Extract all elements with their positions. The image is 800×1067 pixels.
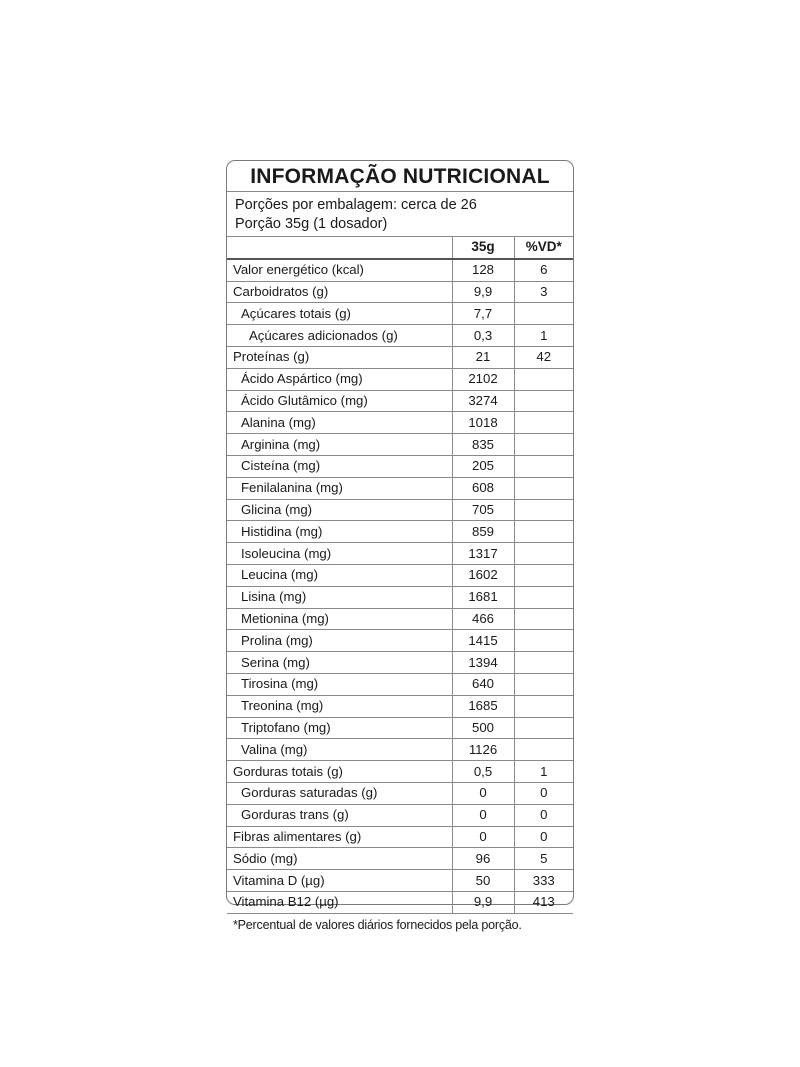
table-row xyxy=(227,434,573,456)
nutrient-name: Vitamina B12 (µg) xyxy=(233,894,339,910)
nutrient-amount: 9,9 xyxy=(452,281,514,303)
nutrient-daily-value xyxy=(514,673,573,695)
nutrient-amount: 0 xyxy=(452,804,514,826)
nutrient-daily-value: 0 xyxy=(514,804,573,826)
table-row xyxy=(227,499,573,521)
table-row xyxy=(227,281,573,303)
footnote: *Percentual de valores diários fornecidos pela porção. xyxy=(227,913,573,933)
nutrient-daily-value xyxy=(514,695,573,717)
nutrient-amount: 2102 xyxy=(452,368,514,390)
nutrient-amount: 0,5 xyxy=(452,761,514,783)
nutrient-name: Ácido Aspártico (mg) xyxy=(227,368,452,390)
nutrient-amount: 1685 xyxy=(452,695,514,717)
table-body xyxy=(227,259,573,913)
nutrient-amount: 7,7 xyxy=(452,303,514,325)
nutrient-amount: 500 xyxy=(452,717,514,739)
nutrient-name: Carboidratos (g) xyxy=(227,281,452,303)
nutrient-name: Leucina (mg) xyxy=(227,564,452,586)
nutrient-name: Valor energético (kcal) xyxy=(227,259,452,281)
serving-size: Porção 35g (1 dosador) xyxy=(235,216,388,232)
nutrient-daily-value xyxy=(514,434,573,456)
table-row xyxy=(227,455,573,477)
nutrient-amount: 705 xyxy=(452,499,514,521)
nutrient-daily-value xyxy=(514,390,573,412)
nutrient-daily-value: 0 xyxy=(514,826,573,848)
serving-info xyxy=(227,192,573,237)
nutrient-name: Triptofano (mg) xyxy=(227,717,452,739)
nutrient-amount: 835 xyxy=(452,434,514,456)
table-row xyxy=(227,608,573,630)
nutrient-name: Lisina (mg) xyxy=(227,586,452,608)
nutrient-name: Treonina (mg) xyxy=(227,695,452,717)
table-row xyxy=(227,717,573,739)
nutrient-daily-value: 413 xyxy=(514,891,573,912)
nutrient-amount: 0 xyxy=(452,782,514,804)
nutrient-daily-value: 5 xyxy=(514,848,573,870)
table-row xyxy=(227,891,573,912)
nutrient-name: Tirosina (mg) xyxy=(227,673,452,695)
nutrient-daily-value xyxy=(514,739,573,761)
nutrient-amount: 1126 xyxy=(452,739,514,761)
table-row xyxy=(227,782,573,804)
nutrient-daily-value xyxy=(514,521,573,543)
nutrient-amount: 21 xyxy=(452,346,514,368)
nutrient-daily-value xyxy=(514,477,573,499)
nutrient-amount: 1415 xyxy=(452,630,514,652)
nutrient-amount: 859 xyxy=(452,521,514,543)
table-row xyxy=(227,543,573,565)
nutrient-daily-value: 42 xyxy=(514,346,573,368)
table-header-row xyxy=(227,237,573,259)
table-row xyxy=(227,673,573,695)
nutrient-amount: 96 xyxy=(452,848,514,870)
nutrient-daily-value: 1 xyxy=(514,761,573,783)
nutrient-amount: 1394 xyxy=(452,652,514,674)
nutrient-name: Gorduras totais (g) xyxy=(227,761,452,783)
nutrient-amount: 1018 xyxy=(452,412,514,434)
nutrient-amount: 1317 xyxy=(452,543,514,565)
nutrient-name: Sódio (mg) xyxy=(227,848,452,870)
nutrient-name: Cisteína (mg) xyxy=(227,455,452,477)
nutrient-name: Vitamina D (µg) xyxy=(227,870,452,892)
nutrient-amount: 1681 xyxy=(452,586,514,608)
nutrient-amount: 50 xyxy=(452,870,514,892)
nutrient-name: Ácido Glutâmico (mg) xyxy=(227,390,452,412)
table-row xyxy=(227,630,573,652)
nutrient-amount: 0,3 xyxy=(452,325,514,347)
nutrient-daily-value: 333 xyxy=(514,870,573,892)
nutrient-name: Gorduras saturadas (g) xyxy=(227,782,452,804)
nutrient-daily-value xyxy=(514,543,573,565)
nutrient-daily-value xyxy=(514,564,573,586)
nutrient-daily-value xyxy=(514,455,573,477)
header-amount: 35g xyxy=(452,237,514,259)
nutrient-name: Valina (mg) xyxy=(227,739,452,761)
nutrient-name: Alanina (mg) xyxy=(227,412,452,434)
table-row xyxy=(227,303,573,325)
nutrient-name: Açúcares adicionados (g) xyxy=(227,325,452,347)
table-row xyxy=(227,586,573,608)
table-row xyxy=(227,259,573,281)
table-row xyxy=(227,652,573,674)
table-row xyxy=(227,804,573,826)
nutrient-daily-value xyxy=(514,608,573,630)
table-row xyxy=(227,412,573,434)
nutrient-name: Arginina (mg) xyxy=(227,434,452,456)
nutrient-daily-value xyxy=(514,630,573,652)
table-row xyxy=(227,346,573,368)
nutrient-amount: 608 xyxy=(452,477,514,499)
nutrient-name: Fibras alimentares (g) xyxy=(227,826,452,848)
nutrient-daily-value: 6 xyxy=(514,259,573,281)
nutrient-daily-value xyxy=(514,652,573,674)
table-row xyxy=(227,695,573,717)
nutrient-daily-value xyxy=(514,303,573,325)
nutrient-name: Glicina (mg) xyxy=(227,499,452,521)
nutrient-name: Fenilalanina (mg) xyxy=(227,477,452,499)
table-row xyxy=(227,848,573,870)
nutrient-name: Açúcares totais (g) xyxy=(227,303,452,325)
nutrient-amount: 128 xyxy=(452,259,514,281)
nutrient-name: Prolina (mg) xyxy=(227,630,452,652)
nutrient-daily-value xyxy=(514,412,573,434)
table-row xyxy=(227,390,573,412)
nutrient-daily-value: 0 xyxy=(514,782,573,804)
table-row xyxy=(227,870,573,892)
nutrient-daily-value: 3 xyxy=(514,281,573,303)
servings-per-package: Porções por embalagem: cerca de 26 xyxy=(235,197,477,213)
table-row xyxy=(227,325,573,347)
header-nutrient xyxy=(227,237,452,259)
nutrient-daily-value xyxy=(514,717,573,739)
nutrient-name: Serina (mg) xyxy=(227,652,452,674)
table-row xyxy=(227,564,573,586)
table-row xyxy=(227,761,573,783)
table-row xyxy=(227,826,573,848)
nutrient-amount: 0 xyxy=(452,826,514,848)
nutrient-name: Histidina (mg) xyxy=(227,521,452,543)
nutrition-facts-label xyxy=(226,160,574,932)
nutrient-amount: 9,9 xyxy=(452,891,514,912)
header-daily-value: %VD* xyxy=(514,237,573,259)
nutrient-name: Metionina (mg) xyxy=(227,608,452,630)
table-row xyxy=(227,739,573,761)
nutrient-name: Isoleucina (mg) xyxy=(227,543,452,565)
label-title: INFORMAÇÃO NUTRICIONAL xyxy=(227,161,573,192)
nutrient-amount: 1602 xyxy=(452,564,514,586)
nutrient-daily-value: 1 xyxy=(514,325,573,347)
nutrient-daily-value xyxy=(514,586,573,608)
nutrient-daily-value xyxy=(514,499,573,521)
table-row xyxy=(227,521,573,543)
nutrient-name: Gorduras trans (g) xyxy=(227,804,452,826)
nutrient-amount: 640 xyxy=(452,673,514,695)
nutrient-daily-value xyxy=(514,368,573,390)
nutrient-amount: 466 xyxy=(452,608,514,630)
table-row xyxy=(227,477,573,499)
table-row xyxy=(227,368,573,390)
nutrient-amount: 3274 xyxy=(452,390,514,412)
nutrient-amount: 205 xyxy=(452,455,514,477)
nutrition-table xyxy=(227,237,573,913)
nutrient-name: Proteínas (g) xyxy=(227,346,452,368)
